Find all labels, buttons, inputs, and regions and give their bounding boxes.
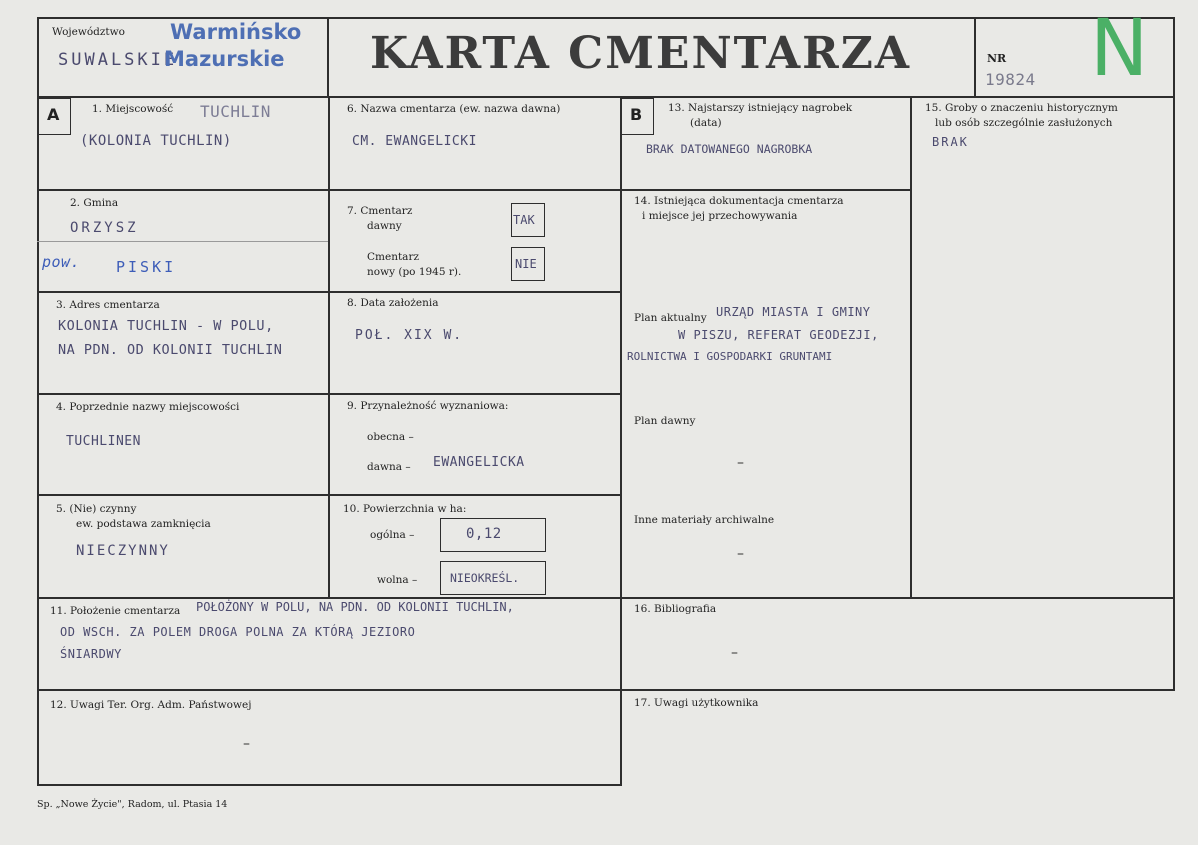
page-title: KARTA CMENTARZA	[370, 28, 911, 79]
f6-label: 6. Nazwa cmentarza (ew. nazwa dawna)	[347, 103, 561, 115]
row-line-5	[37, 597, 1175, 599]
f13-label-2: (data)	[690, 117, 722, 129]
f15-value: BRAK	[932, 135, 969, 149]
f13-label-1: 13. Najstarszy istniejący nagrobek	[668, 102, 853, 114]
f11-label: 11. Położenie cmentarza	[50, 605, 181, 617]
f15-label-1: 15. Groby o znaczeniu historycznym	[925, 102, 1118, 114]
f3-value-2: NA PDN. OD KOLONII TUCHLIN	[58, 342, 283, 358]
f1-label: 1. Miejscowość	[92, 103, 174, 115]
plan-current-value-3: ROLNICTWA I GOSPODARKI GRUNTAMI	[627, 350, 833, 363]
plan-current-value-1: URZĄD MIASTA I GMINY	[716, 305, 871, 319]
stamp-line-1: Warmińsko	[170, 20, 302, 44]
border-bottom	[37, 784, 621, 786]
section-a-letter: A	[47, 105, 60, 124]
f11-value-2: OD WSCH. ZA POLEM DROGA POLNA ZA KTÓRĄ JEZIORO	[60, 625, 416, 639]
f15-label-2: lub osób szczególnie zasłużonych	[935, 117, 1113, 129]
f2-label: 2. Gmina	[70, 197, 119, 209]
f9-label: 9. Przynależność wyznaniowa:	[347, 400, 509, 412]
plan-old-label: Plan dawny	[634, 415, 696, 427]
row-line-2	[37, 291, 622, 293]
f17-label: 17. Uwagi użytkownika	[634, 697, 759, 709]
section-b-letter: B	[630, 105, 643, 124]
other-archives-value: –	[737, 546, 744, 562]
f7-label-3: Cmentarz	[367, 251, 419, 263]
plan-current-label: Plan aktualny	[634, 312, 707, 324]
f3-label: 3. Adres cmentarza	[56, 299, 160, 311]
f1-value-2: (KOLONIA TUCHLIN)	[80, 133, 232, 149]
f7-label-1: 7. Cmentarz	[347, 205, 413, 217]
f9-current-label: obecna –	[367, 431, 414, 443]
f4-label: 4. Poprzednie nazwy miejscowości	[56, 401, 240, 413]
other-archives-label: Inne materiały archiwalne	[634, 514, 775, 526]
title-divider-right	[974, 17, 976, 97]
stamp-line-2: Mazurskie	[164, 47, 285, 71]
f9-former-value: EWANGELICKA	[433, 455, 525, 470]
col-divider-1	[328, 96, 330, 598]
voivodeship-value: SUWALSKIE	[58, 50, 178, 70]
f5-label-2: ew. podstawa zamknięcia	[76, 518, 211, 530]
f10-total-label: ogólna –	[370, 529, 415, 541]
f7-label-4: nowy (po 1945 r).	[367, 266, 462, 278]
voivodeship-label: Województwo	[52, 26, 125, 38]
plan-old-value: –	[737, 455, 744, 471]
nr-label: NR	[987, 52, 1007, 65]
f7-box-new-value: NIE	[515, 257, 537, 271]
f7-box-old-value: TAK	[513, 213, 535, 227]
plan-current-value-2: W PISZU, REFERAT GEODEZJI,	[678, 328, 879, 342]
gmina-underline	[37, 241, 328, 242]
row-line-3	[37, 393, 622, 395]
row-line-6	[37, 689, 1175, 691]
f11-value-1: POŁOŻONY W POLU, NA PDN. OD KOLONII TUCHLIN,	[196, 600, 514, 614]
f5-value: NIECZYNNY	[76, 543, 170, 559]
f16-value: –	[731, 645, 738, 661]
row-line-1	[37, 189, 912, 191]
f8-label: 8. Data założenia	[347, 297, 439, 309]
header-bottom-line	[37, 96, 1175, 98]
nr-value: 19824	[985, 70, 1036, 89]
f12-label: 12. Uwagi Ter. Org. Adm. Państwowej	[50, 699, 252, 711]
col-divider-3	[910, 96, 912, 598]
f14-label-1: 14. Istniejąca dokumentacja cmentarza	[634, 195, 844, 207]
f10-label: 10. Powierzchnia w ha:	[343, 503, 467, 515]
f5-label-1: 5. (Nie) czynny	[56, 503, 137, 515]
f7-label-2: dawny	[367, 220, 402, 232]
f2-pow-value: PISKI	[116, 258, 177, 276]
col-divider-2	[620, 96, 622, 786]
title-divider-left	[327, 17, 329, 97]
f8-value: POŁ. XIX W.	[355, 328, 464, 343]
f2-pow-label: pow.	[42, 253, 81, 271]
f9-former-label: dawna –	[367, 461, 411, 473]
nr-letter: N	[1090, 4, 1149, 94]
f13-value: BRAK DATOWANEGO NAGROBKA	[646, 142, 813, 156]
row-line-4	[37, 494, 622, 496]
f10-free-value: NIEOKREŚL.	[450, 571, 520, 585]
f14-label-2: i miejsce jej przechowywania	[642, 210, 798, 222]
f12-value: –	[243, 736, 250, 752]
f3-value-1: KOLONIA TUCHLIN - W POLU,	[58, 318, 274, 334]
printer-imprint: Sp. „Nowe Życie", Radom, ul. Ptasia 14	[37, 799, 228, 810]
f6-value: CM. EWANGELICKI	[352, 134, 477, 149]
f10-total-value: 0,12	[466, 526, 502, 542]
f1-value: TUCHLIN	[200, 102, 271, 121]
f4-value: TUCHLINEN	[66, 434, 141, 449]
f11-value-3: ŚNIARDWY	[60, 647, 122, 661]
f10-free-label: wolna –	[377, 574, 418, 586]
f16-label: 16. Bibliografia	[634, 603, 717, 615]
border-right-top	[1173, 17, 1175, 690]
border-top	[37, 17, 1175, 19]
f2-value: ORZYSZ	[70, 220, 139, 236]
